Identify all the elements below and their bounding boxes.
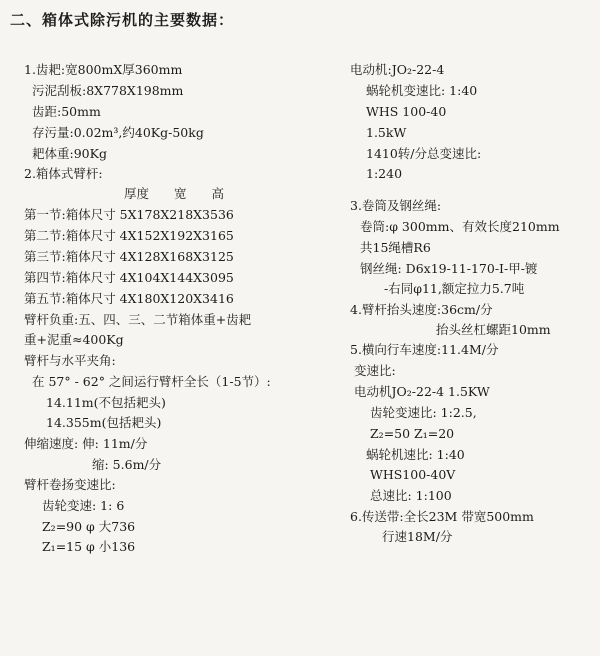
spec-line: 齿轮变速: 1: 6 <box>42 498 125 513</box>
spec-line: 6.传送带:全长23M 带宽500mm <box>350 509 534 524</box>
section-heading: 二、箱体式除污机的主要数据： <box>10 11 235 29</box>
spec-line: 总速比: 1:100 <box>370 488 452 503</box>
spec-line: 卷筒:φ 300mm、有效长度210mm <box>360 219 560 234</box>
spec-line: 第四节:箱体尺寸 4X104X144X3095 <box>24 270 234 285</box>
spec-line: 2.箱体式臂杆: <box>24 166 103 181</box>
spec-line: 变速比: <box>354 363 396 378</box>
spec-line: 臂杆与水平夹角: <box>24 353 116 368</box>
spec-line: 第五节:箱体尺寸 4X180X120X3416 <box>24 291 234 306</box>
spec-line: 电动机JO₂-22-4 1.5KW <box>354 384 490 399</box>
spec-line: 第三节:箱体尺寸 4X128X168X3125 <box>24 249 234 264</box>
spec-column-headers: 厚度 宽 高 <box>124 186 225 201</box>
spec-line: WHS100-40V <box>370 467 456 482</box>
spec-line: 4.臂杆抬头速度:36cm/分 <box>350 302 493 317</box>
spec-line: 在 57° - 62° 之间运行臂杆全长（1-5节）: <box>32 374 271 389</box>
spec-line: WHS 100-40 <box>366 104 447 119</box>
spec-line: 电动机:JO₂-22-4 <box>350 62 445 77</box>
spec-line: 耙体重:90Kg <box>32 146 107 161</box>
spec-line: 14.355m(包括耙头) <box>46 415 162 430</box>
spec-line: 抬头丝杠螺距10mm <box>436 322 551 337</box>
spec-line: 污泥刮板:8X778X198mm <box>32 83 184 98</box>
spec-line: 第二节:箱体尺寸 4X152X192X3165 <box>24 228 234 243</box>
spec-line: 伸缩速度: 伸: 11m/分 <box>24 436 148 451</box>
spec-line: 钢丝绳: D6x19-11-170-I-甲-镀 <box>360 261 538 276</box>
spec-line: 蜗轮机速比: 1:40 <box>366 447 465 462</box>
spec-line: 存污量:0.02m³,约40Kg-50kg <box>32 125 204 140</box>
spec-line: 1.5kW <box>366 125 407 140</box>
spec-line: 臂杆卷扬变速比: <box>24 477 116 492</box>
spec-line: 1.齿耙:宽800mX厚360mm <box>24 62 183 77</box>
spec-line: 齿轮变速比: 1:2.5, <box>370 405 477 420</box>
spec-line: Z₂=50 Z₁=20 <box>370 426 455 441</box>
spec-line: 1:240 <box>366 166 403 181</box>
spec-line: 重+泥重≈400Kg <box>24 332 124 347</box>
spec-line: 5.横向行车速度:11.4M/分 <box>350 342 499 357</box>
spec-line: 共15绳槽R6 <box>360 240 431 255</box>
spec-line: -右同φ11,额定拉力5.7吨 <box>384 281 525 296</box>
spec-line: 14.11m(不包括耙头) <box>46 395 166 410</box>
spec-line: 缩: 5.6m/分 <box>92 457 162 472</box>
spec-line: Z₂=90 φ 大736 <box>42 519 136 534</box>
spec-line: 第一节:箱体尺寸 5X178X218X3536 <box>24 207 234 222</box>
spec-line: 齿距:50mm <box>32 104 101 119</box>
spec-line: Z₁=15 φ 小136 <box>42 539 136 554</box>
spec-line: 1410转/分总变速比: <box>366 146 482 161</box>
spec-line: 蜗轮机变速比: 1:40 <box>366 83 478 98</box>
spec-line: 臂杆负重:五、四、三、二节箱体重+齿耙 <box>24 312 252 327</box>
spec-line: 3.卷筒及钢丝绳: <box>350 198 442 213</box>
spec-line: 行速18M/分 <box>382 529 453 544</box>
